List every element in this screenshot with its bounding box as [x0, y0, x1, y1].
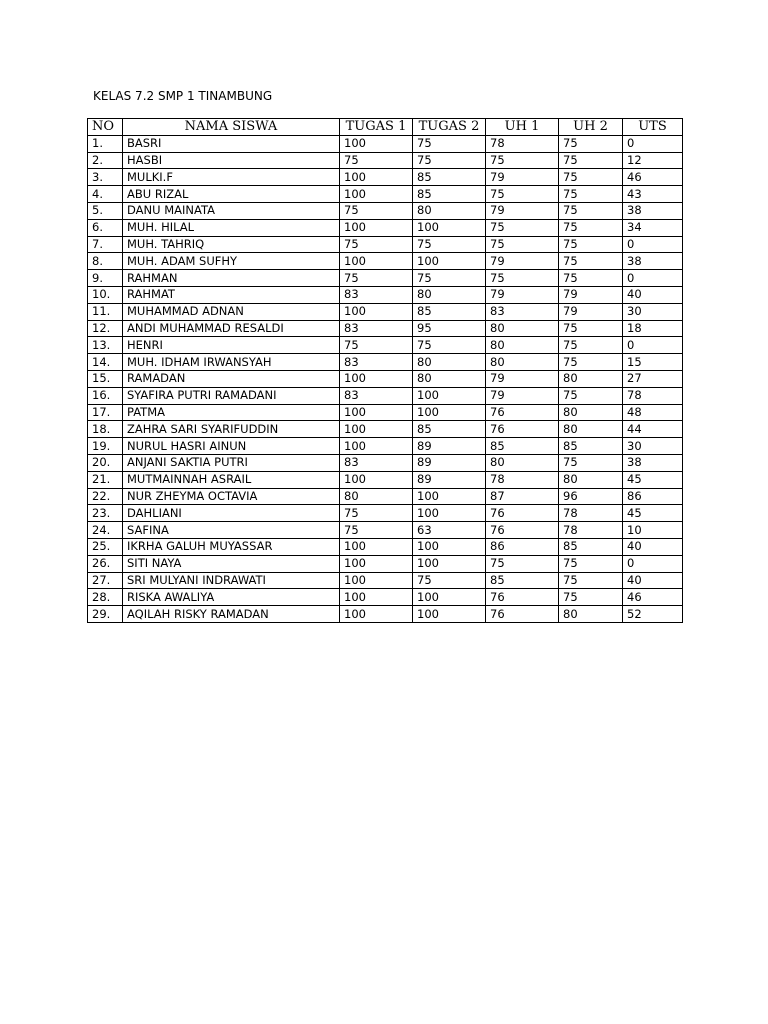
cell-uh-2: 85 — [559, 438, 623, 455]
table-row — [88, 370, 683, 387]
cell-uts: 43 — [623, 186, 683, 203]
cell-no: 25. — [88, 538, 123, 555]
table-row — [88, 236, 683, 253]
cell-uh-2: 75 — [559, 253, 623, 270]
cell-nama-siswa: ZAHRA SARI SYARIFUDDIN — [123, 421, 340, 438]
table-row — [88, 169, 683, 186]
cell-uh-1: 75 — [486, 152, 559, 169]
cell-uh-1: 75 — [486, 219, 559, 236]
cell-nama-siswa: MUTMAINNAH ASRAIL — [123, 471, 340, 488]
cell-tugas-1: 100 — [340, 370, 413, 387]
cell-uts: 0 — [623, 135, 683, 152]
cell-uh-1: 75 — [486, 186, 559, 203]
cell-nama-siswa: IKRHA GALUH MUYASSAR — [123, 538, 340, 555]
cell-uh-2: 75 — [559, 454, 623, 471]
cell-tugas-2: 89 — [413, 438, 486, 455]
cell-uh-2: 79 — [559, 303, 623, 320]
cell-uts: 0 — [623, 555, 683, 572]
cell-tugas-2: 80 — [413, 354, 486, 371]
header-uts: UTS — [623, 119, 683, 136]
table-row — [88, 320, 683, 337]
cell-uts: 30 — [623, 438, 683, 455]
cell-tugas-1: 83 — [340, 454, 413, 471]
cell-uh-2: 79 — [559, 286, 623, 303]
table-row — [88, 219, 683, 236]
cell-uh-1: 79 — [486, 370, 559, 387]
cell-tugas-1: 100 — [340, 438, 413, 455]
cell-uts: 45 — [623, 471, 683, 488]
cell-uh-1: 79 — [486, 253, 559, 270]
cell-uh-2: 80 — [559, 471, 623, 488]
cell-uh-2: 75 — [559, 572, 623, 589]
cell-tugas-2: 100 — [413, 538, 486, 555]
cell-uh-1: 86 — [486, 538, 559, 555]
cell-uts: 40 — [623, 286, 683, 303]
cell-tugas-1: 75 — [340, 270, 413, 287]
cell-tugas-1: 100 — [340, 186, 413, 203]
table-row — [88, 253, 683, 270]
header-tugas-1: TUGAS 1 — [340, 119, 413, 136]
cell-uh-1: 75 — [486, 236, 559, 253]
cell-uts: 86 — [623, 488, 683, 505]
cell-uh-2: 75 — [559, 320, 623, 337]
cell-nama-siswa: DAHLIANI — [123, 505, 340, 522]
table-row — [88, 337, 683, 354]
cell-tugas-2: 85 — [413, 421, 486, 438]
table-row — [88, 438, 683, 455]
cell-no: 17. — [88, 404, 123, 421]
cell-no: 26. — [88, 555, 123, 572]
grade-table — [87, 118, 683, 623]
cell-nama-siswa: MUH. IDHAM IRWANSYAH — [123, 354, 340, 371]
cell-uh-1: 80 — [486, 454, 559, 471]
cell-no: 9. — [88, 270, 123, 287]
cell-uh-2: 85 — [559, 538, 623, 555]
cell-tugas-1: 100 — [340, 169, 413, 186]
cell-tugas-1: 83 — [340, 320, 413, 337]
cell-tugas-1: 83 — [340, 286, 413, 303]
cell-tugas-2: 75 — [413, 135, 486, 152]
cell-uts: 48 — [623, 404, 683, 421]
cell-nama-siswa: RAHMAT — [123, 286, 340, 303]
cell-uh-1: 79 — [486, 387, 559, 404]
cell-tugas-1: 100 — [340, 538, 413, 555]
cell-no: 4. — [88, 186, 123, 203]
cell-uh-2: 80 — [559, 421, 623, 438]
table-row — [88, 471, 683, 488]
cell-tugas-2: 100 — [413, 404, 486, 421]
cell-tugas-2: 63 — [413, 522, 486, 539]
table-row — [88, 488, 683, 505]
table-row — [88, 354, 683, 371]
cell-uts: 46 — [623, 589, 683, 606]
cell-uts: 38 — [623, 202, 683, 219]
cell-uts: 12 — [623, 152, 683, 169]
cell-uh-1: 78 — [486, 471, 559, 488]
cell-no: 1. — [88, 135, 123, 152]
cell-tugas-1: 80 — [340, 488, 413, 505]
cell-no: 12. — [88, 320, 123, 337]
cell-no: 14. — [88, 354, 123, 371]
cell-tugas-2: 75 — [413, 236, 486, 253]
cell-uh-2: 75 — [559, 354, 623, 371]
cell-uh-2: 75 — [559, 202, 623, 219]
header-nama-siswa: NAMA SISWA — [123, 119, 340, 136]
cell-tugas-2: 75 — [413, 337, 486, 354]
cell-tugas-2: 75 — [413, 572, 486, 589]
cell-tugas-1: 100 — [340, 135, 413, 152]
cell-uh-1: 80 — [486, 354, 559, 371]
cell-no: 29. — [88, 606, 123, 623]
cell-uh-1: 76 — [486, 589, 559, 606]
cell-no: 22. — [88, 488, 123, 505]
cell-uh-2: 75 — [559, 135, 623, 152]
cell-tugas-2: 75 — [413, 270, 486, 287]
cell-uts: 40 — [623, 538, 683, 555]
table-row — [88, 404, 683, 421]
cell-tugas-1: 75 — [340, 522, 413, 539]
cell-tugas-2: 100 — [413, 589, 486, 606]
cell-uh-1: 76 — [486, 522, 559, 539]
cell-tugas-2: 80 — [413, 370, 486, 387]
cell-tugas-1: 100 — [340, 404, 413, 421]
cell-nama-siswa: AQILAH RISKY RAMADAN — [123, 606, 340, 623]
cell-tugas-1: 75 — [340, 236, 413, 253]
cell-no: 19. — [88, 438, 123, 455]
cell-uh-2: 75 — [559, 555, 623, 572]
cell-uts: 0 — [623, 236, 683, 253]
header-uh-2: UH 2 — [559, 119, 623, 136]
cell-tugas-1: 100 — [340, 253, 413, 270]
cell-uh-2: 75 — [559, 152, 623, 169]
cell-uh-2: 75 — [559, 387, 623, 404]
table-row — [88, 303, 683, 320]
table-row — [88, 135, 683, 152]
header-uh-1: UH 1 — [486, 119, 559, 136]
cell-uh-2: 80 — [559, 404, 623, 421]
cell-nama-siswa: HASBI — [123, 152, 340, 169]
cell-nama-siswa: ABU RIZAL — [123, 186, 340, 203]
cell-uh-1: 75 — [486, 270, 559, 287]
cell-uh-1: 79 — [486, 286, 559, 303]
cell-tugas-2: 89 — [413, 454, 486, 471]
cell-tugas-1: 100 — [340, 303, 413, 320]
cell-uts: 27 — [623, 370, 683, 387]
cell-tugas-1: 83 — [340, 387, 413, 404]
cell-uts: 10 — [623, 522, 683, 539]
cell-no: 20. — [88, 454, 123, 471]
cell-uh-1: 76 — [486, 505, 559, 522]
cell-uh-1: 87 — [486, 488, 559, 505]
cell-uts: 0 — [623, 337, 683, 354]
cell-uts: 15 — [623, 354, 683, 371]
cell-uts: 30 — [623, 303, 683, 320]
cell-tugas-2: 100 — [413, 555, 486, 572]
cell-nama-siswa: SITI NAYA — [123, 555, 340, 572]
cell-nama-siswa: ANDI MUHAMMAD RESALDI — [123, 320, 340, 337]
cell-uh-1: 76 — [486, 606, 559, 623]
table-row — [88, 555, 683, 572]
cell-tugas-2: 85 — [413, 303, 486, 320]
cell-tugas-1: 75 — [340, 505, 413, 522]
cell-tugas-1: 100 — [340, 471, 413, 488]
cell-uts: 78 — [623, 387, 683, 404]
cell-uts: 38 — [623, 253, 683, 270]
cell-no: 16. — [88, 387, 123, 404]
cell-uh-1: 80 — [486, 320, 559, 337]
cell-uh-2: 78 — [559, 522, 623, 539]
cell-tugas-1: 100 — [340, 555, 413, 572]
table-body — [88, 135, 683, 622]
cell-nama-siswa: MUH. TAHRIQ — [123, 236, 340, 253]
table-row — [88, 270, 683, 287]
cell-no: 18. — [88, 421, 123, 438]
cell-nama-siswa: SAFINA — [123, 522, 340, 539]
table-row — [88, 538, 683, 555]
cell-uh-1: 80 — [486, 337, 559, 354]
cell-uh-2: 78 — [559, 505, 623, 522]
cell-no: 28. — [88, 589, 123, 606]
cell-no: 2. — [88, 152, 123, 169]
cell-uts: 52 — [623, 606, 683, 623]
cell-nama-siswa: PATMA — [123, 404, 340, 421]
cell-no: 8. — [88, 253, 123, 270]
cell-tugas-1: 100 — [340, 219, 413, 236]
cell-uh-2: 80 — [559, 370, 623, 387]
cell-tugas-2: 100 — [413, 253, 486, 270]
cell-uts: 18 — [623, 320, 683, 337]
cell-uts: 46 — [623, 169, 683, 186]
cell-nama-siswa: DANU MAINATA — [123, 202, 340, 219]
cell-no: 3. — [88, 169, 123, 186]
cell-uh-1: 75 — [486, 555, 559, 572]
cell-no: 15. — [88, 370, 123, 387]
cell-tugas-2: 89 — [413, 471, 486, 488]
cell-tugas-1: 100 — [340, 421, 413, 438]
cell-uh-2: 75 — [559, 270, 623, 287]
cell-tugas-2: 100 — [413, 505, 486, 522]
table-row — [88, 286, 683, 303]
header-tugas-2: TUGAS 2 — [413, 119, 486, 136]
table-row — [88, 454, 683, 471]
document-title: KELAS 7.2 SMP 1 TINAMBUNG — [93, 89, 273, 103]
cell-uh-2: 75 — [559, 169, 623, 186]
cell-nama-siswa: MUH. ADAM SUFHY — [123, 253, 340, 270]
cell-tugas-2: 85 — [413, 186, 486, 203]
cell-uts: 0 — [623, 270, 683, 287]
table-row — [88, 505, 683, 522]
cell-nama-siswa: RAHMAN — [123, 270, 340, 287]
cell-tugas-1: 75 — [340, 152, 413, 169]
cell-no: 7. — [88, 236, 123, 253]
header-no: NO — [88, 119, 123, 136]
cell-tugas-1: 100 — [340, 606, 413, 623]
cell-tugas-2: 80 — [413, 202, 486, 219]
cell-uh-2: 75 — [559, 589, 623, 606]
cell-uh-2: 96 — [559, 488, 623, 505]
cell-uh-1: 79 — [486, 202, 559, 219]
table-header-row — [88, 119, 683, 136]
cell-no: 10. — [88, 286, 123, 303]
cell-no: 11. — [88, 303, 123, 320]
cell-nama-siswa: RAMADAN — [123, 370, 340, 387]
cell-nama-siswa: MUHAMMAD ADNAN — [123, 303, 340, 320]
cell-nama-siswa: RISKA AWALIYA — [123, 589, 340, 606]
cell-nama-siswa: NUR ZHEYMA OCTAVIA — [123, 488, 340, 505]
cell-uts: 45 — [623, 505, 683, 522]
cell-uh-1: 85 — [486, 438, 559, 455]
cell-uh-1: 78 — [486, 135, 559, 152]
cell-uh-1: 83 — [486, 303, 559, 320]
cell-nama-siswa: SYAFIRA PUTRI RAMADANI — [123, 387, 340, 404]
table-row — [88, 186, 683, 203]
cell-tugas-1: 75 — [340, 337, 413, 354]
cell-uts: 40 — [623, 572, 683, 589]
cell-uh-1: 79 — [486, 169, 559, 186]
cell-no: 21. — [88, 471, 123, 488]
cell-tugas-2: 85 — [413, 169, 486, 186]
cell-uts: 38 — [623, 454, 683, 471]
cell-tugas-1: 83 — [340, 354, 413, 371]
cell-uh-2: 75 — [559, 219, 623, 236]
cell-uh-2: 75 — [559, 186, 623, 203]
cell-tugas-2: 100 — [413, 606, 486, 623]
cell-tugas-2: 75 — [413, 152, 486, 169]
cell-nama-siswa: MULKI.F — [123, 169, 340, 186]
cell-nama-siswa: MUH. HILAL — [123, 219, 340, 236]
cell-no: 13. — [88, 337, 123, 354]
cell-tugas-1: 100 — [340, 589, 413, 606]
cell-nama-siswa: SRI MULYANI INDRAWATI — [123, 572, 340, 589]
table-row — [88, 202, 683, 219]
cell-no: 24. — [88, 522, 123, 539]
cell-tugas-2: 100 — [413, 488, 486, 505]
cell-no: 23. — [88, 505, 123, 522]
table-row — [88, 589, 683, 606]
table-row — [88, 522, 683, 539]
cell-uh-2: 80 — [559, 606, 623, 623]
cell-tugas-2: 100 — [413, 387, 486, 404]
table-row — [88, 387, 683, 404]
cell-nama-siswa: NURUL HASRI AINUN — [123, 438, 340, 455]
cell-no: 5. — [88, 202, 123, 219]
cell-uh-1: 85 — [486, 572, 559, 589]
cell-tugas-1: 75 — [340, 202, 413, 219]
cell-nama-siswa: BASRI — [123, 135, 340, 152]
table-row — [88, 572, 683, 589]
cell-nama-siswa: HENRI — [123, 337, 340, 354]
cell-no: 6. — [88, 219, 123, 236]
table-row — [88, 152, 683, 169]
cell-uts: 44 — [623, 421, 683, 438]
cell-uh-2: 75 — [559, 337, 623, 354]
cell-tugas-1: 100 — [340, 572, 413, 589]
cell-uh-2: 75 — [559, 236, 623, 253]
table-row — [88, 421, 683, 438]
cell-uh-1: 76 — [486, 404, 559, 421]
table-row — [88, 606, 683, 623]
cell-uts: 34 — [623, 219, 683, 236]
cell-uh-1: 76 — [486, 421, 559, 438]
cell-nama-siswa: ANJANI SAKTIA PUTRI — [123, 454, 340, 471]
cell-tugas-2: 80 — [413, 286, 486, 303]
cell-tugas-2: 95 — [413, 320, 486, 337]
cell-tugas-2: 100 — [413, 219, 486, 236]
cell-no: 27. — [88, 572, 123, 589]
